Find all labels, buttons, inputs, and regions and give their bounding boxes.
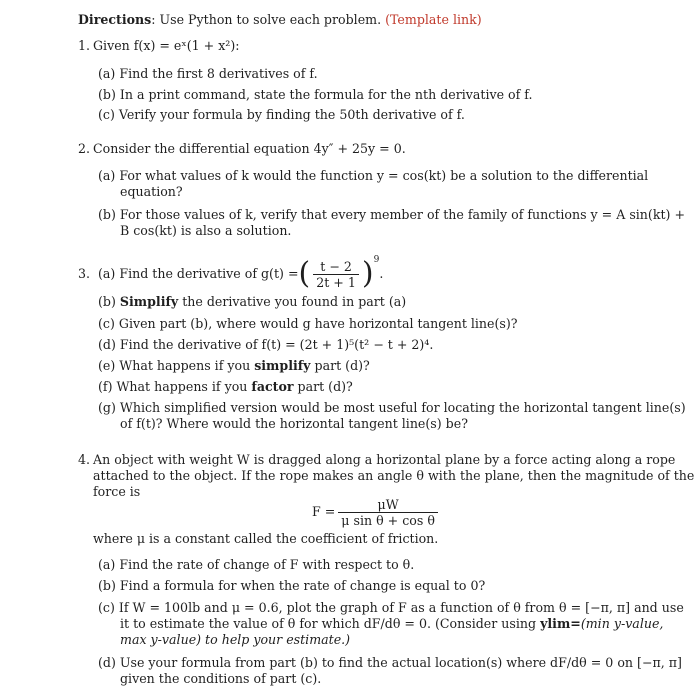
problem-4c-line1: (c) If W = 100lb and μ = 0.6, plot the graph of F as a function of θ from θ = [−π, π] and use <box>98 600 684 615</box>
problem-4-line1: An object with weight W is dragged along a horizontal plane by a force acting along a rope <box>93 452 676 467</box>
problem-1-number: 1. <box>78 38 91 53</box>
problem-2a-line2: equation? <box>120 184 183 199</box>
problem-4-where: where μ is a constant called the coefficient of friction. <box>93 531 439 546</box>
problem-4-number: 4. <box>78 452 91 467</box>
problem-4a: (a) Find the rate of change of F with respect to θ. <box>98 557 415 572</box>
problem-1c: (c) Verify your formula by finding the 50th derivative of f. <box>98 107 465 122</box>
g-fraction <box>313 259 359 290</box>
problem-3a: (a) Find the derivative of g(t) = ( $\frac{t - 2}{2t + 1}$ ) $^9$ . <box>98 250 383 298</box>
problem-2-number: 2. <box>78 141 91 156</box>
problem-1a: (a) Find the first 8 derivatives of f. <box>98 66 318 81</box>
g-numerator: t − 2 <box>313 259 359 275</box>
problem-4d-line2: given the conditions of part (c). <box>120 671 322 686</box>
force-numerator: μW <box>338 497 438 513</box>
problem-3c: (c) Given part (b), where would g have horizontal tangent line(s)? <box>98 316 518 331</box>
problem-3f: (f) What happens if you factor part (d)? <box>98 379 353 394</box>
problem-3d: (d) Find the derivative of f(t) = (2t + 1)⁵(t² − t + 2)⁴. <box>98 337 434 352</box>
simplify-bold-2: simplify <box>254 358 311 373</box>
ylim-bold: ylim= <box>540 616 581 631</box>
force-denominator: μ sin θ + cos θ <box>341 512 435 528</box>
force-lhs: F = <box>312 504 336 519</box>
factor-bold: factor <box>251 379 294 394</box>
simplify-bold: Simplify <box>119 294 179 309</box>
force-formula <box>312 493 441 531</box>
problem-4-line3: force is <box>93 484 141 499</box>
problem-1b: (b) In a print command, state the formula for the nth derivative of f. <box>98 87 533 102</box>
problem-3a-text: (a) Find the derivative of g(t) = <box>98 266 299 281</box>
g-denominator: 2t + 1 <box>316 274 356 290</box>
left-paren: ( <box>298 256 311 291</box>
directions-line <box>78 12 482 28</box>
problem-2a-line1: (a) For what values of k would the function y = cos(kt) be a solution to the differential <box>98 168 649 183</box>
force-fraction <box>338 497 438 528</box>
problem-4c-line3: max y-value) to help your estimate.) <box>120 632 351 647</box>
problem-4d-line1: (d) Use your formula from part (b) to find the actual location(s) where dF/dθ = 0 on [−π, π] <box>98 655 682 670</box>
problem-2-stem: Consider the differential equation 4y″ + 25y = 0. <box>93 141 406 156</box>
problem-3g-line2: of f(t)? Where would the horizontal tangent line(s) be? <box>120 416 468 431</box>
directions-text: : Use Python to solve each problem. <box>151 12 386 27</box>
problem-4b: (b) Find a formula for when the rate of change is equal to 0? <box>98 578 486 593</box>
problem-2b-line2: B cos(kt) is also a solution. <box>120 223 292 238</box>
problem-1-stem: Given f(x) = eˣ(1 + x²): <box>93 38 240 53</box>
directions-label: Directions <box>78 12 152 27</box>
problem-3-number: 3. <box>78 266 91 281</box>
problem-2b-line1: (b) For those values of k, verify that every member of the family of functions y = A sin(kt) + <box>98 207 685 222</box>
g-exponent: 9 <box>373 255 380 265</box>
problem-4c-line2: it to estimate the value of θ for which dF/dθ = 0. (Consider using ylim=(min y-value, <box>120 616 664 631</box>
problem-3b: (b) Simplify the derivative you found in part (a) <box>98 294 407 309</box>
right-paren: ) <box>361 256 374 291</box>
problem-3e: (e) What happens if you simplify part (d)? <box>98 358 370 373</box>
problem-4-line2: attached to the object. If the rope makes an angle θ with the plane, then the magnitude of the <box>93 468 695 483</box>
template-link[interactable]: (Template link) <box>385 12 482 27</box>
problem-3g-line1: (g) Which simplified version would be most useful for locating the horizontal tangent line(s) <box>98 400 686 415</box>
